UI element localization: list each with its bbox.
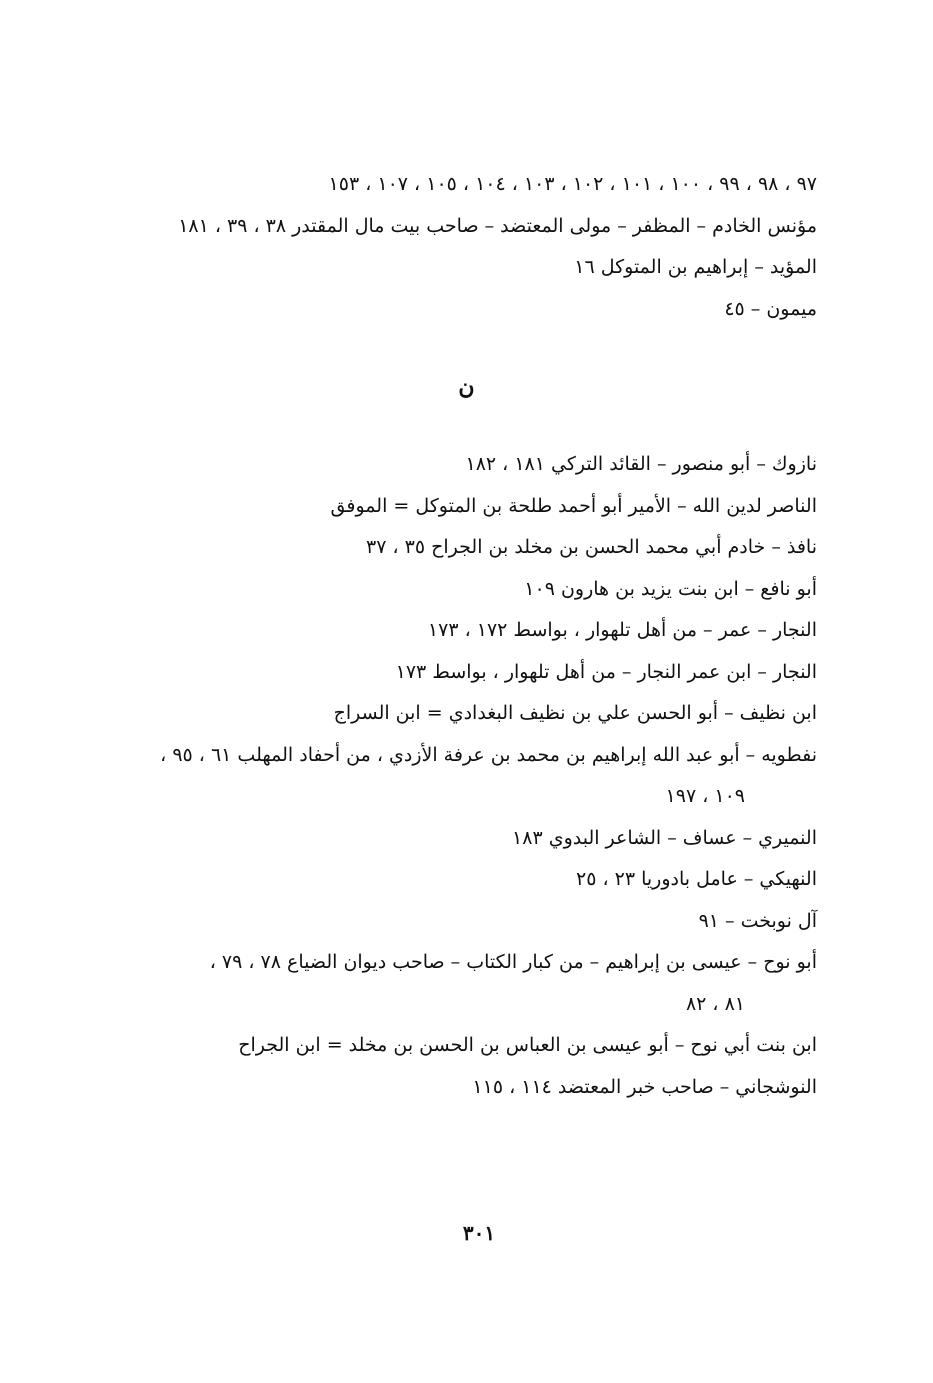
index-entry: آل نوبخت – ٩١	[698, 909, 817, 932]
index-entry: ميمون – ٤٥	[724, 297, 817, 320]
index-entry: أبو نافع – ابن بنت يزيد بن هارون ١٠٩	[524, 577, 817, 600]
index-entry: النجار – ابن عمر النجار – من أهل تلهوار ، بواسط ١٧٣	[395, 660, 817, 683]
index-continuation	[137, 164, 817, 330]
index-entry: النهيكي – عامل بادوريا ٢٣ ، ٢٥	[575, 868, 817, 890]
index-entry: النميري – عساف – الشاعر البدوي ١٨٣	[512, 826, 817, 849]
index-entry: أبو نوح – عيسى بن إبراهيم – من كبار الكتاب – صاحب ديوان الضياع ٧٨ ، ٧٩ ،	[209, 951, 817, 973]
index-entry: الناصر لدين الله – الأمير أبو أحمد طلحة بن المتوكل = الموفق	[330, 494, 817, 517]
index-entry-continuation: ٨١ ، ٨٢	[685, 992, 745, 1015]
section-heading: ن	[458, 374, 475, 400]
index-entry: نافذ – خادم أبي محمد الحسن بن مخلد بن الجراح ٣٥ ، ٣٧	[366, 536, 817, 558]
index-entry: ابن بنت أبي نوح – أبو عيسى بن العباس بن الحسن بن مخلد = ابن الجراح	[238, 1034, 817, 1056]
index-section-nun	[137, 444, 817, 1108]
page-number: ٣٠١	[462, 1221, 496, 1245]
index-entry: المؤيد – إبراهيم بن المتوكل ١٦	[574, 256, 817, 278]
index-line: ٩٧ ، ٩٨ ، ٩٩ ، ١٠٠ ، ١٠١ ، ١٠٢ ، ١٠٣ ، ١٠٤ ، ١٠٥ ، ١٠٧ ، ١٥٣	[328, 173, 817, 195]
index-entry-continuation: ١٠٩ ، ١٩٧	[665, 785, 745, 807]
index-entry: النجار – عمر – من أهل تلهوار ، بواسط ١٧٢ ، ١٧٣	[427, 619, 817, 641]
index-entry: مؤنس الخادم – المظفر – مولى المعتضد – صاحب بيت مال المقتدر ٣٨ ، ٣٩ ، ١٨١	[178, 214, 817, 237]
index-entry: النوشجاني – صاحب خبر المعتضد ١١٤ ، ١١٥	[472, 1075, 817, 1098]
index-entry: نفطويه – أبو عبد الله إبراهيم بن محمد بن عرفة الأزدي ، من أحفاد المهلب ٦١ ، ٩٥ ،	[160, 743, 817, 766]
index-entry: نازوك – أبو منصور – القائد التركي ١٨١ ، ١٨٢	[465, 453, 817, 475]
index-entry: ابن نظيف – أبو الحسن علي بن نظيف البغدادي = ابن السراج	[333, 702, 817, 724]
